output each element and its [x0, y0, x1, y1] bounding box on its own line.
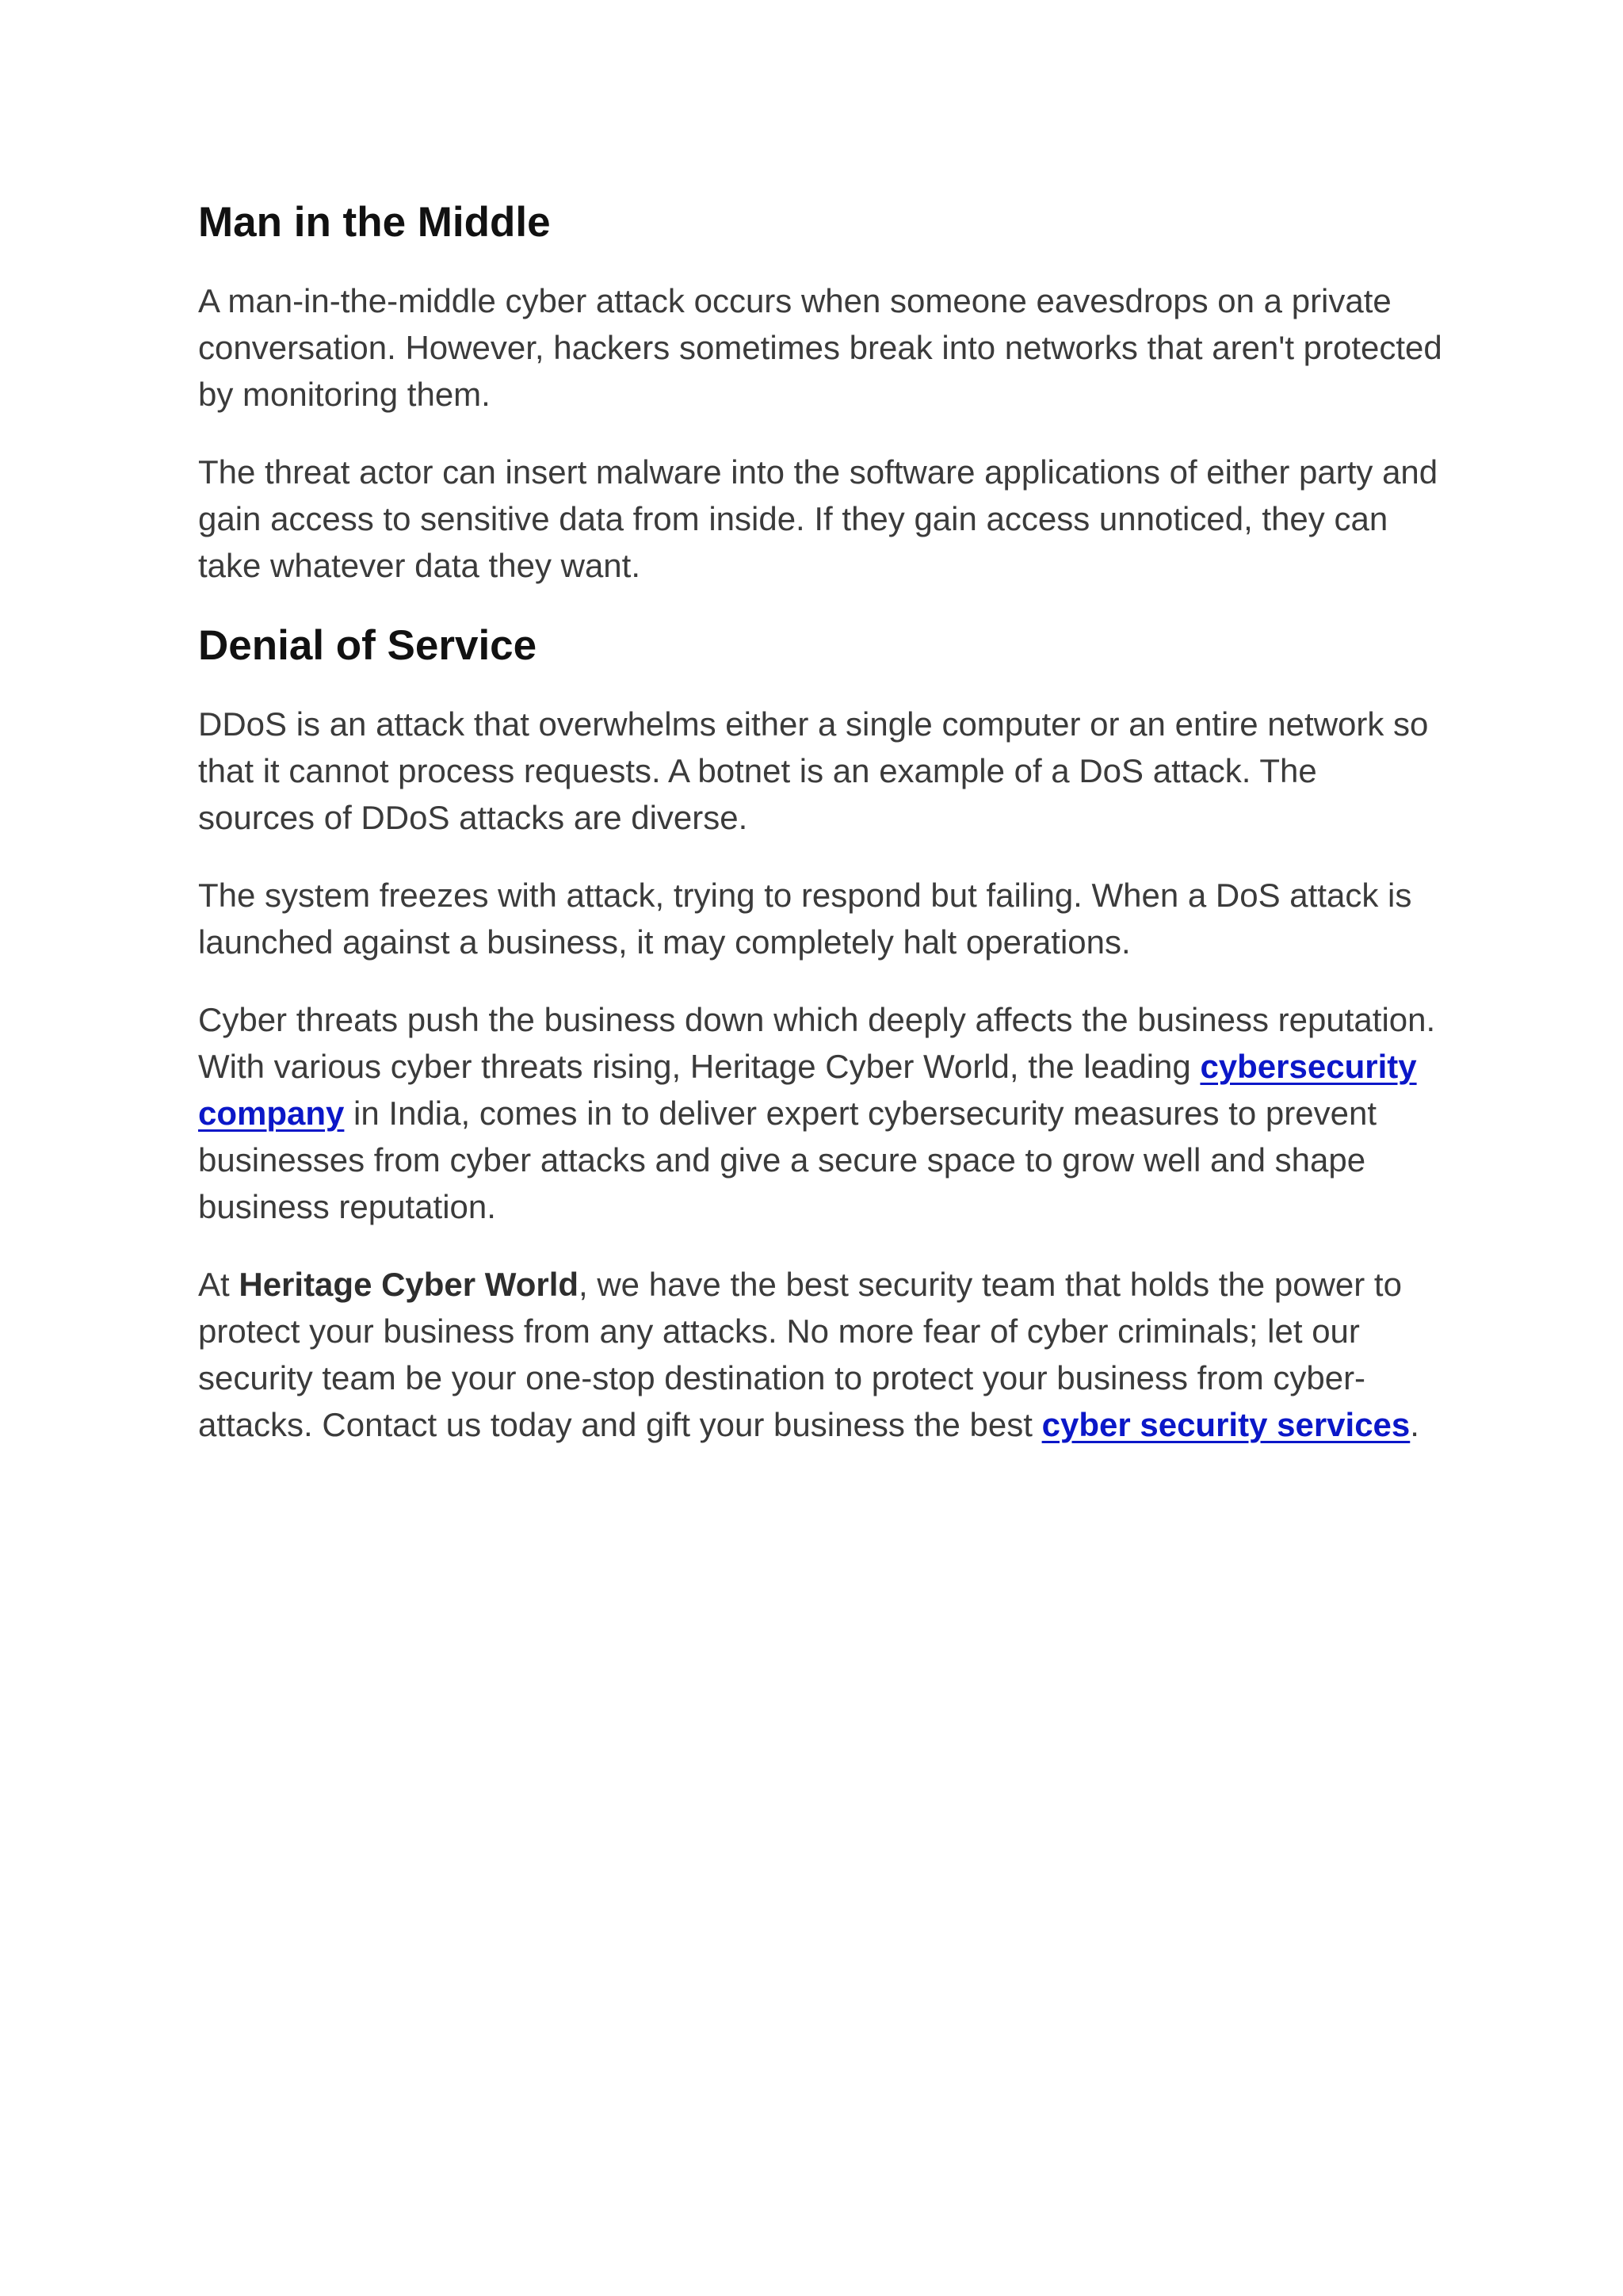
text-run: in India, comes in to deliver expert cybersecurity measures to prevent businesses from cyber attacks and give a secure space to grow well and shape business reputation.: [198, 1095, 1377, 1225]
paragraph: A man-in-the-middle cyber attack occurs when someone eavesdrops on a private conversation. However, hackers sometimes break into networks that aren't protected by monitoring them.: [198, 282, 1442, 413]
cybersecurity-company-link[interactable]: cybersecurity company: [198, 1048, 1417, 1132]
paragraph: DDoS is an attack that overwhelms either a single computer or an entire network so that it cannot process requests. A botnet is an example of a DoS attack. The sources of DDoS attacks are diverse.: [198, 705, 1429, 836]
company-name-bold: Heritage Cyber World: [239, 1266, 579, 1303]
closing-paragraph: [198, 1261, 1442, 1448]
section-heading-denial-of-service: Denial of Service: [198, 622, 537, 669]
document-content: [198, 197, 1442, 1479]
text-run: , we have the best security team that holds the power to protect your business from any attacks. No more fear of cyber criminals; let our security team be your one-stop destination to protect your business from cyber-attacks. Contact us today and gift your business the best: [198, 1266, 1402, 1443]
cyber-security-services-link[interactable]: cyber security services: [1041, 1406, 1411, 1443]
closing-paragraph: [198, 996, 1442, 1230]
text-run: Cyber threats push the business down which deeply affects the business reputation. With various cyber threats rising, Heritage Cyber World, the leading: [198, 1001, 1436, 1085]
text-run: At: [198, 1266, 239, 1303]
paragraph: The system freezes with attack, trying to respond but failing. When a DoS attack is launched against a business, it may completely halt operations.: [198, 877, 1412, 961]
section-heading-man-in-the-middle: Man in the Middle: [198, 199, 551, 246]
paragraph: The threat actor can insert malware into the software applications of either party and gain access to sensitive data from inside. If they gain access unnoticed, they can take whatever data they want.: [198, 453, 1438, 584]
text-run: .: [1410, 1406, 1419, 1443]
